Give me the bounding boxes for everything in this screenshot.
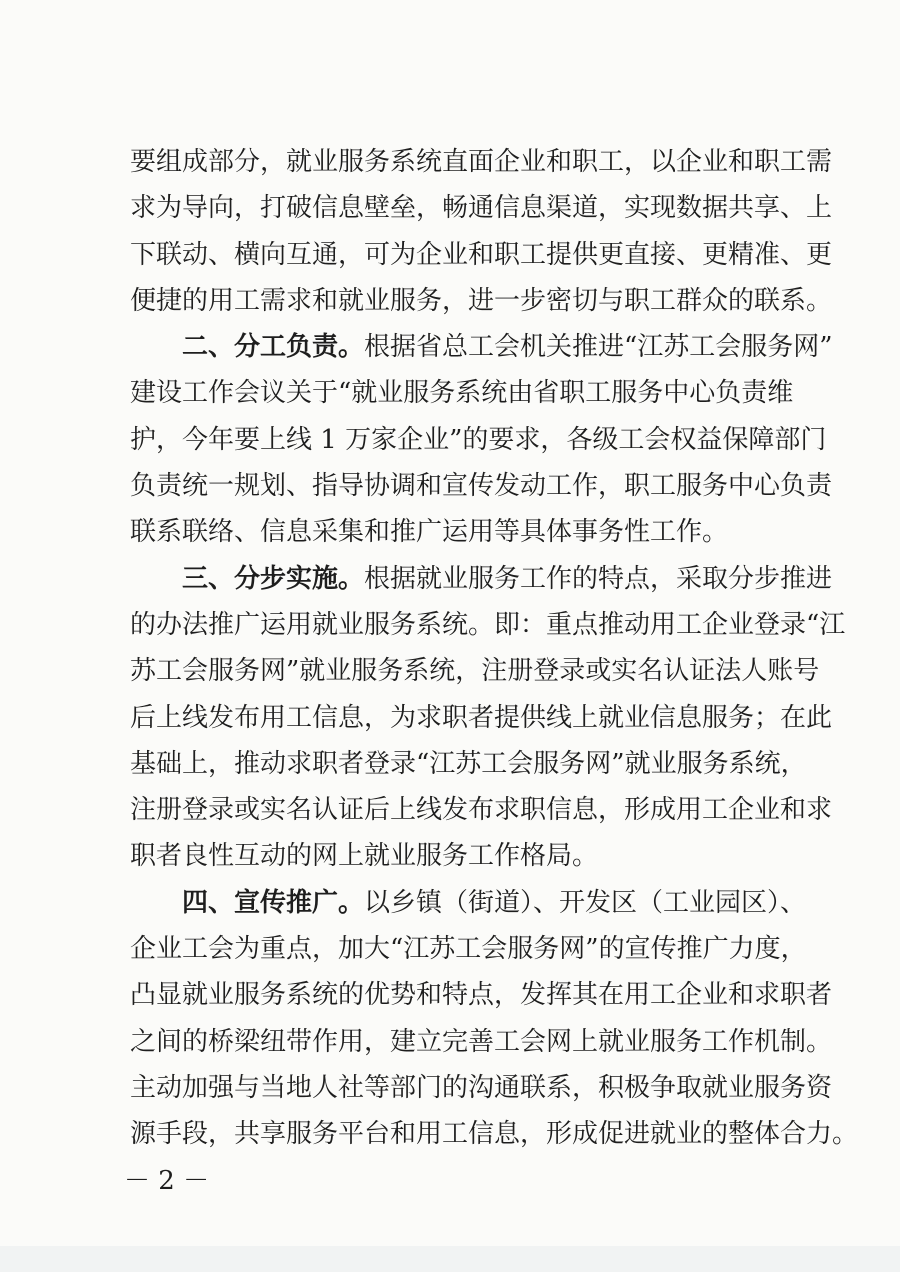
paragraph-line: 凸显就业服务系统的优势和特点，发挥其在用工企业和求职者 [130,980,833,1011]
section-4-first-line [130,880,807,926]
paragraph-line: 建设工作会议关于“就业服务系统由省职工服务中心负责维 [130,378,794,409]
paragraph-line: 要组成部分，就业服务系统直面企业和职工，以企业和职工需 [130,147,833,177]
paragraph-line: 护，今年要上线 1 万家企业”的要求，各级工会权益保障部门 [130,424,827,455]
paragraph-line: 的办法推广运用就业服务系统。即：重点推动用工企业登录“江 [130,609,846,640]
paragraph-line: 联系联络、信息采集和推广运用等具体事务性工作。 [130,517,729,548]
paragraph-line: 负责统一规划、指导协调和宣传发动工作，职工服务中心负责 [130,471,833,502]
paragraph-line: 苏工会服务网”就业服务系统，注册登录或实名认证法人账号 [130,656,820,687]
paragraph-line: 源手段，共享服务平台和用工信息，形成促进就业的整体合力。 [130,1119,859,1150]
paragraph-line: 注册登录或实名认证后上线发布求职信息，形成用工企业和求 [130,795,833,826]
paragraph-line: 下联动、横向互通，可为企业和职工提供更直接、更精准、更 [130,239,833,270]
paragraph-line: 基础上，推动求职者登录“江苏工会服务网”就业服务系统， [130,748,807,779]
paragraph-line: 企业工会为重点，加大“江苏工会服务网”的宣传推广力度， [130,934,807,965]
section-4-heading: 四、宣传推广。 [182,887,365,918]
paragraph-line: 之间的桥梁纽带作用，建立完善工会网上就业服务工作机制。 [130,1026,833,1057]
paragraph-line: 主动加强与当地人社等部门的沟通联系，积极争取就业服务资 [130,1072,833,1103]
page-number: － 2 － [124,1166,210,1196]
section-2-first-line [130,324,833,370]
paragraph-line: 后上线发布用工信息，为求职者提供线上就业信息服务；在此 [130,702,833,733]
section-2-first-line-text: 根据省总工会机关推进“江苏工会服务网” [364,332,833,363]
paragraph-line: 职者良性互动的网上就业服务工作格局。 [130,841,599,872]
section-3-heading: 三、分步实施。 [182,563,365,594]
paragraph-line: 求为导向，打破信息壁垒，畅通信息渠道，实现数据共享、上 [130,193,833,224]
section-2-heading: 二、分工负责。 [182,332,365,363]
paragraph-line: 便捷的用工需求和就业服务，进一步密切与职工群众的联系。 [130,285,833,316]
section-3-first-line [130,556,833,602]
section-3-first-line-text: 根据就业服务工作的特点，采取分步推进 [364,563,833,594]
scan-bottom-edge [0,1246,900,1272]
document-body [130,139,859,1158]
section-4-first-line-text: 以乡镇（街道）、开发区（工业园区）、 [364,887,807,918]
